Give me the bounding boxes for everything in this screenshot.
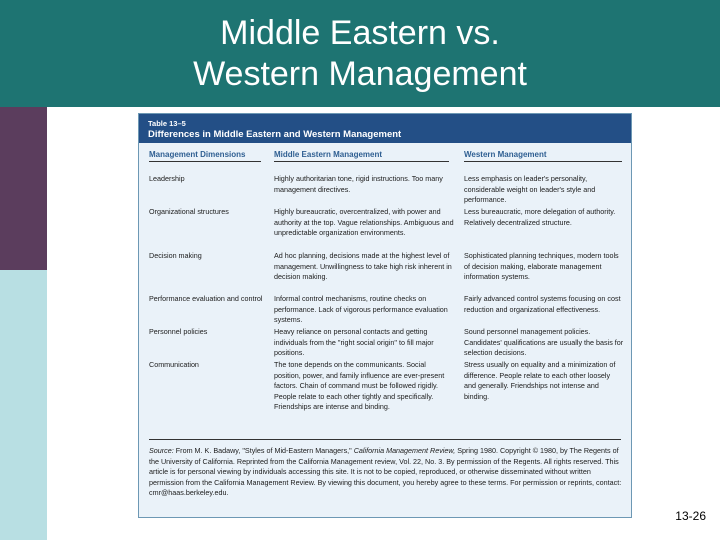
slide-title-line-2: Western Management [193, 54, 527, 93]
row-personnel-western: Sound personnel management policies. Candidates' qualifications are usually the basis for selection decisions. [464, 327, 624, 357]
row-decision-making-middle-eastern: Ad hoc planning, decisions made at the highest level of management. Unwillingness to take high risk inherent in decision making. [274, 251, 452, 281]
row-leadership-middle-eastern: Highly authoritarian tone, rigid instructions. Too many management directives. [274, 174, 443, 194]
table-number: Table 13–5 [148, 119, 186, 128]
row-personnel-dimension: Personnel policies [149, 327, 208, 336]
row-performance-western: Fairly advanced control systems focusing on cost reduction and organizational effectiveness. [464, 294, 621, 314]
sidebar-accent-teal [0, 270, 47, 540]
source-text-before: From M. K. Badawy, "Styles of Mid-Eastern Managers," [175, 446, 352, 455]
column-header-dimension: Management Dimensions [149, 150, 261, 162]
source-label: Source: [149, 446, 174, 455]
table-image [138, 113, 632, 518]
column-header-middle-eastern: Middle Eastern Management [274, 150, 449, 162]
row-org-structures-dimension: Organizational structures [149, 207, 229, 216]
row-performance-middle-eastern: Informal control mechanisms, routine checks on performance. Lack of vigorous performance evaluation systems. [274, 294, 448, 324]
table-bottom-rule [149, 439, 621, 440]
source-text-after: Spring 1980. Copyright © 1980, by The Regents of the University of California. Reprinted from the California Management review, Vol. 22, No. 3. By permission of the Regents. All rights reserved. This article is for personal viewing by individuals accessing this site. It is not to be copied, reproduced, or otherwise disseminated without written permission from the California Management Review. By viewing this document, you hereby agree to these terms. For permission or reprints, contact: cmr@haas.berkeley.edu. [149, 446, 622, 497]
row-performance-dimension: Performance evaluation and control [149, 294, 263, 303]
table-caption: Differences in Middle Eastern and Western Management [148, 129, 402, 140]
column-header-western: Western Management [464, 150, 622, 162]
source-journal: California Management Review, [353, 446, 456, 455]
row-org-structures-middle-eastern: Highly bureaucratic, overcentralized, with power and authority at the top. Vague relationships. Ambiguous and unpredictable organization environments. [274, 207, 454, 237]
table-source-note [149, 446, 625, 499]
slide-title [0, 0, 720, 107]
sidebar-accent-purple [0, 107, 47, 270]
row-leadership-dimension: Leadership [149, 174, 185, 183]
row-leadership-western: Less emphasis on leader's personality, considerable weight on leader's style and performance. [464, 174, 596, 204]
row-communication-dimension: Communication [149, 360, 199, 369]
row-communication-western: Stress usually on equality and a minimization of difference. People relate to each other loosely and generally. Friendships not intense and binding. [464, 360, 616, 401]
row-decision-making-dimension: Decision making [149, 251, 202, 260]
table-header-banner [139, 114, 631, 143]
row-org-structures-western: Less bureaucratic, more delegation of authority. Relatively decentralized structure. [464, 207, 616, 227]
page-number: 13-26 [675, 509, 706, 523]
slide-title-line-1: Middle Eastern vs. [220, 13, 500, 52]
row-personnel-middle-eastern: Heavy reliance on personal contacts and getting individuals from the "right social origin" to fill major positions. [274, 327, 434, 357]
row-decision-making-western: Sophisticated planning techniques, modern tools of decision making, elaborate management information systems. [464, 251, 619, 281]
row-communication-middle-eastern: The tone depends on the communicants. Social position, power, and family influence are ever-present factors. Chain of command must be followed rigidly. People relate to each other tightly and specifically. Friendships are intense and binding. [274, 360, 445, 411]
